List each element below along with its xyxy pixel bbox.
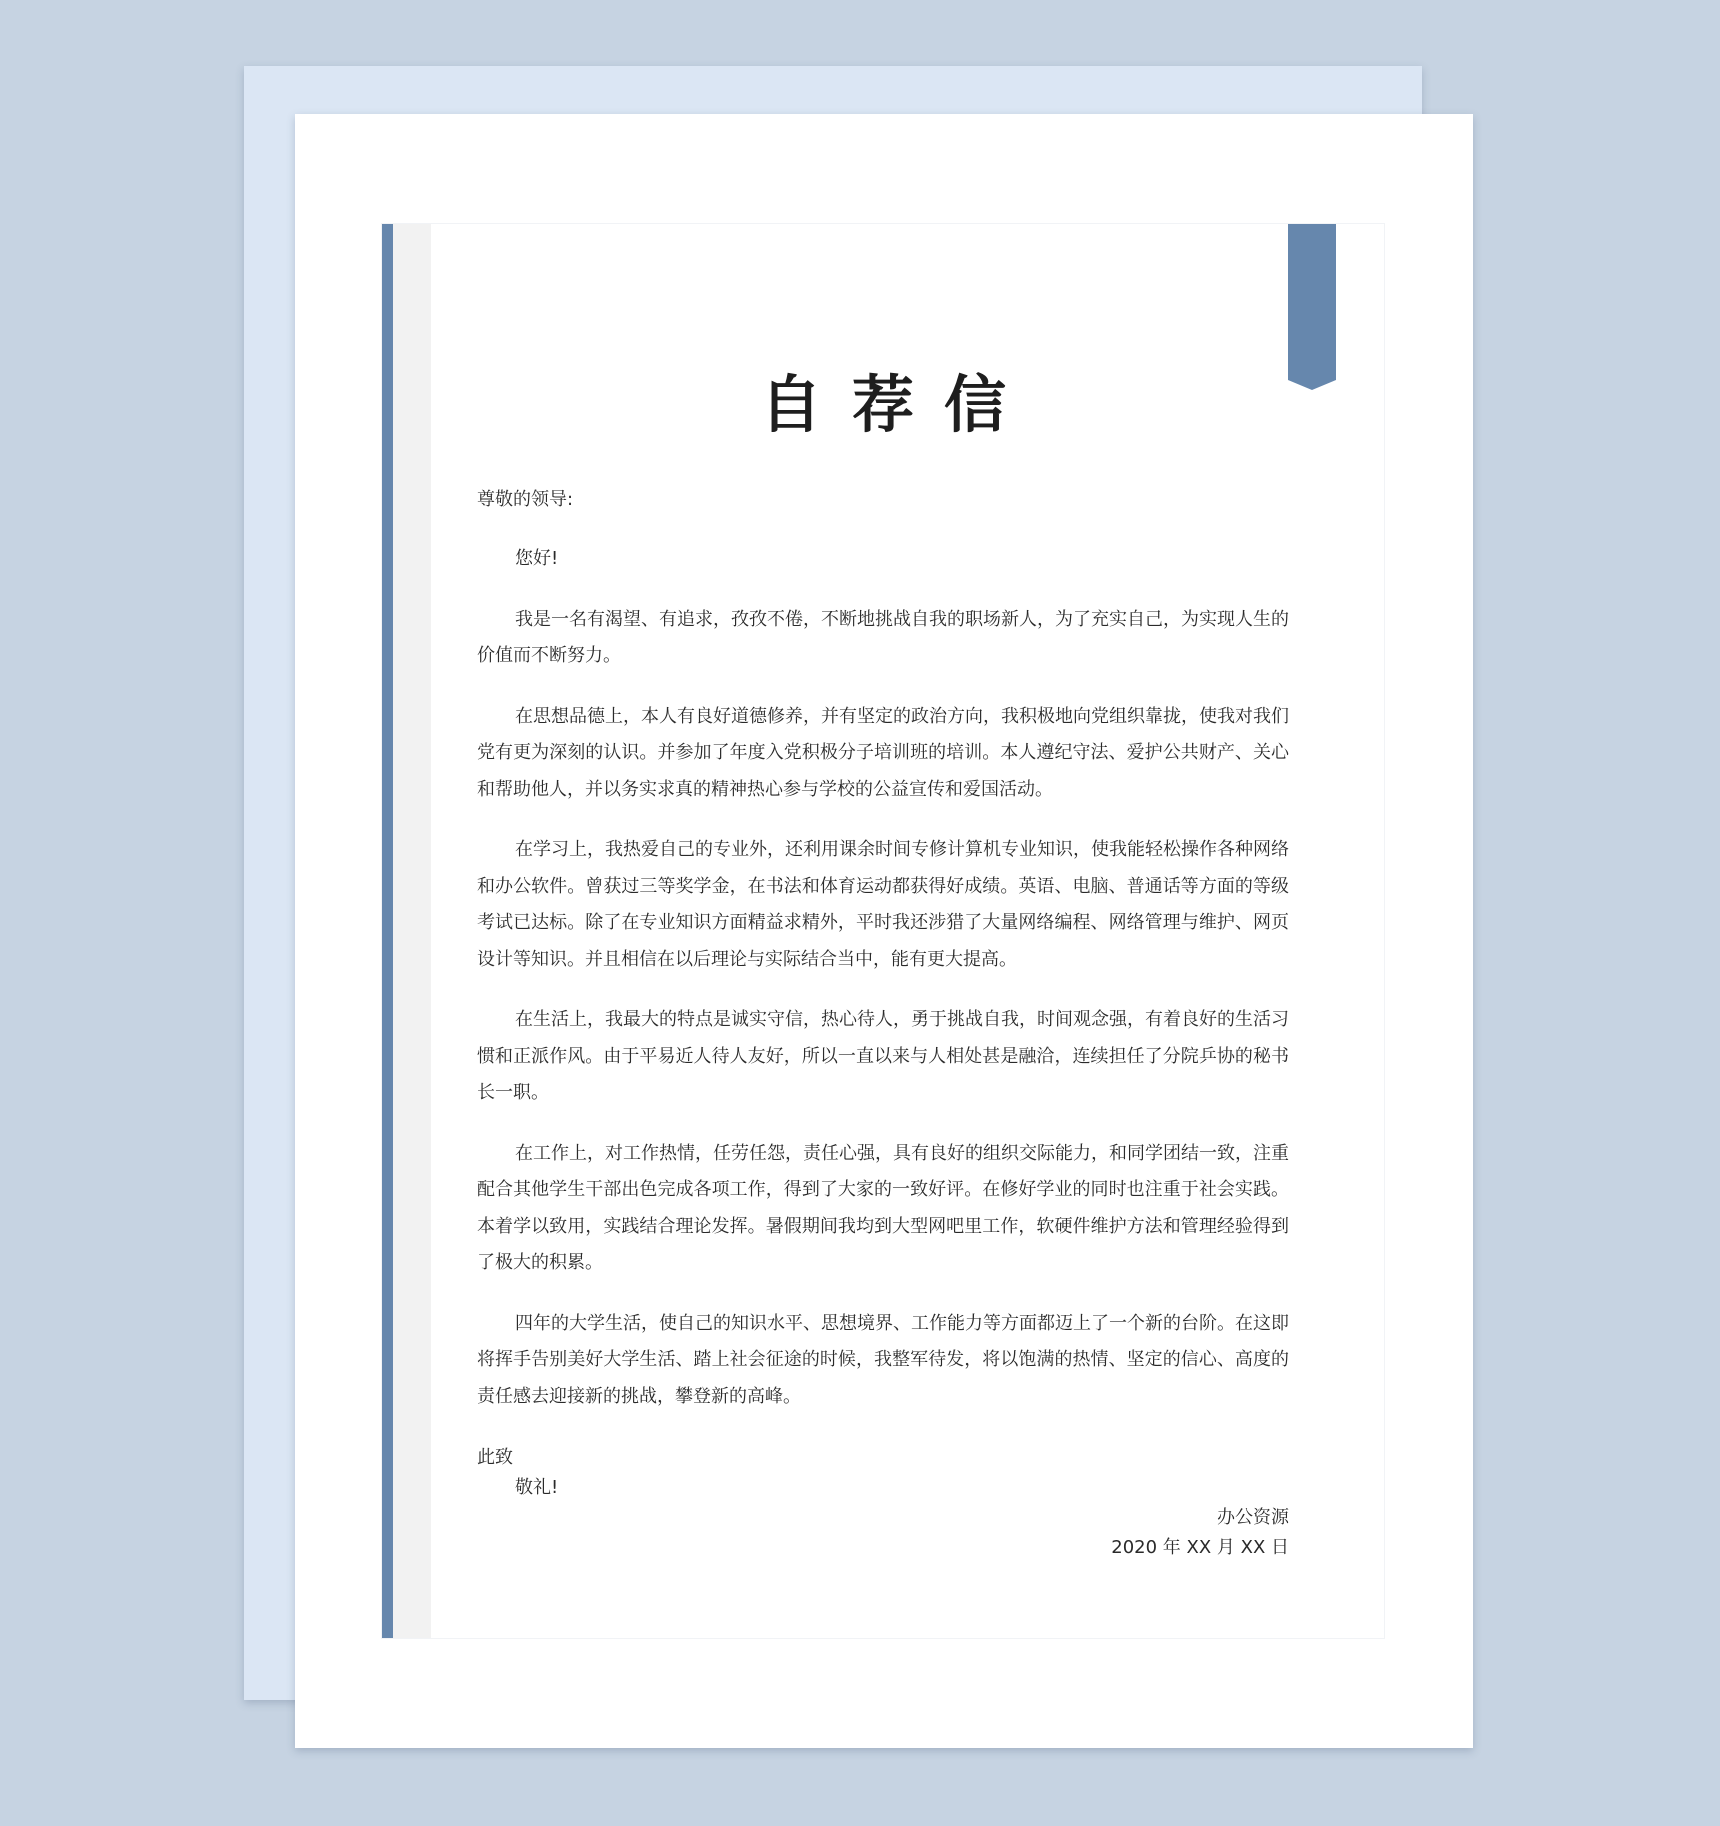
paragraph-study: 在学习上，我热爱自己的专业外，还利用课余时间专修计算机专业知识，使我能轻松操作各种网络和办公软件。曾获过三等奖学金，在书法和体育运动都获得好成绩。英语、电脑、普通话等方面的等级考试已达标。除了在专业知识方面精益求精外，平时我还涉猎了大量网络编程、网络管理与维护、网页设计等知识。并且相信在以后理论与实际结合当中，能有更大提高。 xyxy=(477,839,1289,970)
page-title: 自荐信 xyxy=(759,368,1036,441)
paragraph-morality: 在思想品德上，本人有良好道德修养，并有坚定的政治方向，我积极地向党组织靠拢，使我对我们党有更为深刻的认识。并参加了年度入党积极分子培训班的培训。本人遵纪守法、爱护公共财产、关心和帮助他人，并以务实求真的精神热心参与学校的公益宣传和爱国活动。 xyxy=(477,705,1289,800)
front-sheet xyxy=(295,114,1473,1748)
paragraph-life: 在生活上，我最大的特点是诚实守信，热心待人，勇于挑战自我，时间观念强，有着良好的生活习惯和正派作风。由于平易近人待人友好，所以一直以来与人相处甚是融洽，连续担任了分院乒协的秘书长一职。 xyxy=(477,1009,1289,1103)
paragraph-intro: 我是一名有渴望、有追求，孜孜不倦，不断地挑战自我的职场新人，为了充实自己，为实现人生的价值而不断努力。 xyxy=(477,608,1289,666)
document-page xyxy=(381,223,1385,1639)
letter-body xyxy=(477,482,1289,1563)
closing-line-2: 敬礼! xyxy=(515,1477,559,1498)
paragraph-summary: 四年的大学生活，使自己的知识水平、思想境界、工作能力等方面都迈上了一个新的台阶。在这即将挥手告别美好大学生活、踏上社会征途的时候，我整军待发，将以饱满的热情、坚定的信心、高度的责任感去迎接新的挑战，攀登新的高峰。 xyxy=(477,1312,1289,1407)
greeting: 您好! xyxy=(515,548,559,569)
closing-line-1: 此致 xyxy=(477,1447,513,1468)
paragraph-work: 在工作上，对工作热情，任劳任怨，责任心强，具有良好的组织交际能力，和同学团结一致，注重配合其他学生干部出色完成各项工作，得到了大家的一致好评。在修好学业的同时也注重于社会实践。本着学以致用，实践结合理论发挥。暑假期间我均到大型网吧里工作，软硬件维护方法和管理经验得到了极大的积累。 xyxy=(477,1142,1289,1273)
salutation: 尊敬的领导: xyxy=(477,489,574,510)
signer-name: 办公资源 xyxy=(1217,1507,1289,1528)
letter-date: 2020 年 XX 月 XX 日 xyxy=(1111,1537,1289,1558)
